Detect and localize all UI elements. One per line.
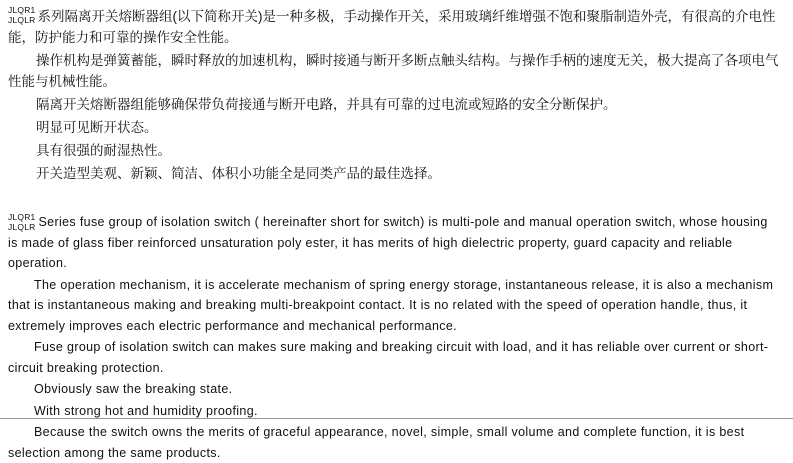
- english-paragraph-1: [8, 212, 781, 274]
- english-paragraph-2: The operation mechanism, it is accelerate mechanism of spring energy storage, instantaneous release, it is also a mechanism that is instantaneous making and breaking multi-breakpoint contact. It is no related with the speed of operation handle, thus, it extremely improves each electric performance and mechanical performance.: [8, 277, 774, 333]
- english-paragraph-1-text: Series fuse group of isolation switch ( hereinafter short for switch) is multi-pole and manual operation switch, whose housing is made of glass fiber reinforced unsaturation poly ester, it has merits of high dielectric property, guard capacity and reliable operation.: [8, 215, 768, 270]
- english-paragraph-3: Fuse group of isolation switch can makes sure making and breaking circuit with load, and it has reliable over current or short-circuit breaking protection.: [8, 340, 769, 375]
- model-code-line-2-en: JLQLR: [8, 222, 36, 232]
- chinese-paragraph-3: 隔离开关熔断器组能够确保带负荷接通与断开电路，并具有可靠的过电流或短路的安全分断保护。: [36, 97, 617, 112]
- model-code-chinese: [8, 5, 35, 25]
- chinese-paragraph-5: 具有很强的耐湿热性。: [36, 143, 171, 158]
- chinese-paragraph-1: [8, 6, 781, 48]
- section-spacer: [8, 186, 781, 212]
- chinese-paragraph-1-text: 系列隔离开关熔断器组(以下简称开关)是一种多极，手动操作开关，采用玻璃纤维增强不饱和聚脂制造外壳，有很高的介电性能，防护能力和可靠的操作安全性能。: [8, 9, 776, 45]
- english-paragraph-4: Obviously saw the breaking state.: [34, 382, 233, 396]
- footer-divider: [0, 418, 793, 419]
- model-code-line-1: JLQR1: [8, 5, 36, 15]
- english-section: [8, 212, 781, 463]
- english-paragraph-6: Because the switch owns the merits of graceful appearance, novel, simple, small volume and complete function, it is best selection among the same products.: [8, 425, 745, 460]
- chinese-paragraph-2: 操作机构是弹簧蓄能，瞬时释放的加速机构，瞬时接通与断开多断点触头结构。与操作手柄的速度无关，极大提高了各项电气性能与机械性能。: [8, 53, 779, 89]
- model-code-english: [8, 212, 35, 232]
- model-code-line-2: JLQLR: [8, 15, 36, 25]
- chinese-paragraph-6: 开关造型美观、新颖、简洁、体积小功能全是同类产品的最佳选择。: [36, 166, 441, 181]
- chinese-paragraph-4: 明显可见断开状态。: [36, 120, 158, 135]
- english-paragraph-5: With strong hot and humidity proofing.: [34, 403, 258, 418]
- chinese-section: [8, 6, 781, 184]
- model-code-line-1-en: JLQR1: [8, 212, 36, 222]
